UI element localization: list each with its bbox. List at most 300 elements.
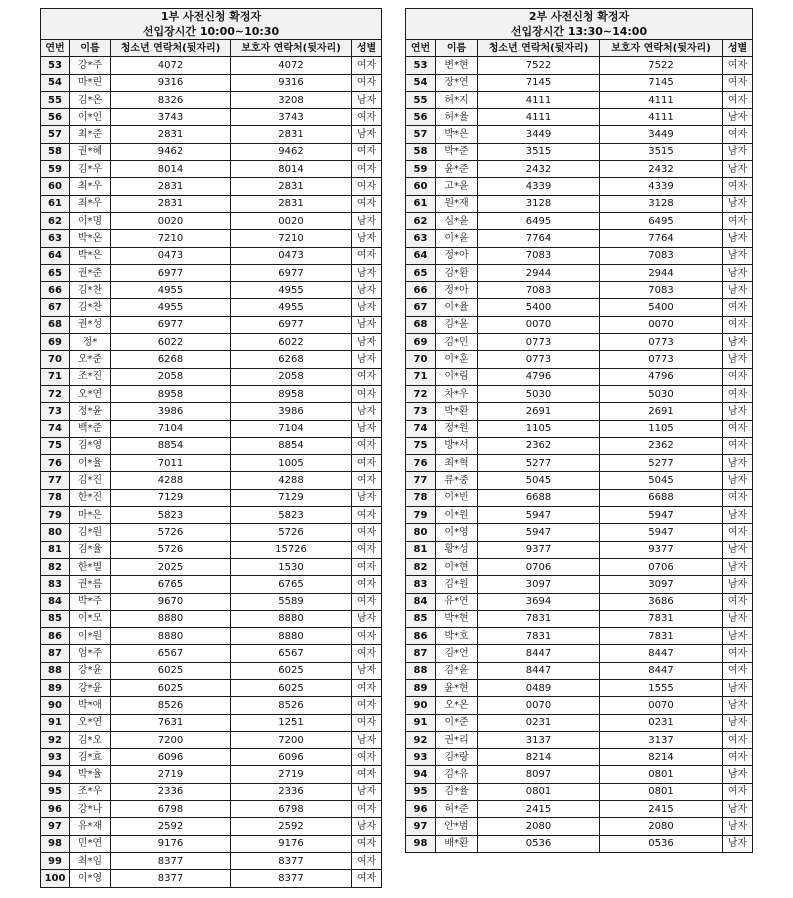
- cell-name: 유*재: [70, 818, 111, 835]
- cell-youth-contact: 6977: [111, 316, 231, 333]
- cell-youth-contact: 7764: [478, 230, 600, 247]
- cell-gender: 남자: [723, 403, 753, 420]
- header-number: 연번: [41, 40, 70, 57]
- cell-gender: 여자: [352, 178, 382, 195]
- cell-youth-contact: 6977: [111, 264, 231, 281]
- cell-gender: 여자: [352, 766, 382, 783]
- cell-guardian-contact: 2336: [231, 783, 352, 800]
- cell-gender: 남자: [723, 766, 753, 783]
- table-row: [41, 541, 382, 558]
- cell-youth-contact: 0020: [111, 212, 231, 229]
- cell-name: 안*범: [436, 818, 478, 835]
- table-row: [406, 230, 753, 247]
- cell-number: 75: [41, 437, 70, 454]
- cell-gender: 여자: [723, 74, 753, 91]
- cell-guardian-contact: 6765: [231, 576, 352, 593]
- cell-number: 89: [41, 679, 70, 696]
- cell-number: 69: [406, 334, 436, 351]
- cell-youth-contact: 7145: [478, 74, 600, 91]
- cell-youth-contact: 2691: [478, 403, 600, 420]
- cell-youth-contact: 9670: [111, 593, 231, 610]
- cell-guardian-contact: 1530: [231, 558, 352, 575]
- table-row: [406, 628, 753, 645]
- cell-guardian-contact: 3128: [600, 195, 723, 212]
- cell-gender: 여자: [352, 714, 382, 731]
- cell-youth-contact: 7522: [478, 57, 600, 74]
- cell-gender: 여자: [352, 645, 382, 662]
- header-gender: 성별: [723, 40, 753, 57]
- cell-name: 박*율: [70, 766, 111, 783]
- table-row: [41, 178, 382, 195]
- cell-youth-contact: 9316: [111, 74, 231, 91]
- cell-guardian-contact: 8526: [231, 697, 352, 714]
- cell-number: 64: [406, 247, 436, 264]
- cell-guardian-contact: 6798: [231, 801, 352, 818]
- cell-gender: 남자: [352, 264, 382, 281]
- cell-name: 김*온: [70, 91, 111, 108]
- cell-guardian-contact: 6977: [231, 316, 352, 333]
- cell-number: 84: [406, 593, 436, 610]
- table-row: [406, 783, 753, 800]
- cell-gender: 여자: [723, 212, 753, 229]
- header-guardian-contact: 보호자 연락처(뒷자리): [231, 40, 352, 57]
- table-row: [41, 109, 382, 126]
- cell-youth-contact: 7831: [478, 610, 600, 627]
- cell-number: 85: [41, 610, 70, 627]
- cell-number: 95: [41, 783, 70, 800]
- cell-youth-contact: 8447: [478, 662, 600, 679]
- cell-guardian-contact: 7104: [231, 420, 352, 437]
- cell-guardian-contact: 4288: [231, 472, 352, 489]
- cell-number: 89: [406, 679, 436, 696]
- cell-guardian-contact: 2944: [600, 264, 723, 281]
- cell-youth-contact: 8014: [111, 161, 231, 178]
- cell-guardian-contact: 6688: [600, 489, 723, 506]
- cell-gender: 여자: [352, 109, 382, 126]
- cell-youth-contact: 0801: [478, 783, 600, 800]
- table-row: [41, 714, 382, 731]
- cell-gender: 여자: [723, 749, 753, 766]
- cell-name: 박*은: [70, 247, 111, 264]
- table-row: [406, 351, 753, 368]
- cell-number: 83: [41, 576, 70, 593]
- cell-gender: 여자: [723, 524, 753, 541]
- table-row: [41, 818, 382, 835]
- table-row: [406, 385, 753, 402]
- cell-gender: 여자: [352, 143, 382, 160]
- cell-number: 97: [41, 818, 70, 835]
- table-row: [406, 507, 753, 524]
- cell-gender: 남자: [723, 576, 753, 593]
- table-row: [41, 126, 382, 143]
- cell-number: 96: [406, 801, 436, 818]
- cell-gender: 여자: [352, 57, 382, 74]
- table-row: [41, 576, 382, 593]
- cell-youth-contact: 6567: [111, 645, 231, 662]
- table-row: [41, 282, 382, 299]
- cell-gender: 여자: [352, 593, 382, 610]
- cell-gender: 남자: [723, 714, 753, 731]
- cell-gender: 남자: [352, 783, 382, 800]
- cell-gender: 여자: [723, 178, 753, 195]
- cell-number: 67: [406, 299, 436, 316]
- cell-name: 오*연: [70, 385, 111, 402]
- cell-name: 김*언: [436, 645, 478, 662]
- cell-gender: 여자: [723, 731, 753, 748]
- cell-number: 99: [41, 852, 70, 869]
- cell-guardian-contact: 7522: [600, 57, 723, 74]
- cell-number: 84: [41, 593, 70, 610]
- cell-number: 54: [406, 74, 436, 91]
- cell-gender: 남자: [723, 697, 753, 714]
- cell-youth-contact: 2415: [478, 801, 600, 818]
- table-row: [406, 57, 753, 74]
- cell-gender: 남자: [723, 455, 753, 472]
- cell-number: 79: [406, 507, 436, 524]
- cell-name: 조*우: [70, 783, 111, 800]
- cell-gender: 남자: [352, 662, 382, 679]
- cell-gender: 남자: [352, 334, 382, 351]
- cell-guardian-contact: 0020: [231, 212, 352, 229]
- cell-youth-contact: 3097: [478, 576, 600, 593]
- cell-number: 71: [41, 368, 70, 385]
- table-row: [41, 507, 382, 524]
- cell-guardian-contact: 3986: [231, 403, 352, 420]
- cell-youth-contact: 3743: [111, 109, 231, 126]
- table-row: [41, 316, 382, 333]
- table-row: [406, 178, 753, 195]
- cell-guardian-contact: 7145: [600, 74, 723, 91]
- cell-name: 권*혜: [70, 143, 111, 160]
- cell-youth-contact: 6096: [111, 749, 231, 766]
- cell-name: 원*재: [436, 195, 478, 212]
- cell-youth-contact: 4796: [478, 368, 600, 385]
- entry-time: 선입장시간 10:00~10:30: [142, 25, 280, 38]
- cell-guardian-contact: 7200: [231, 731, 352, 748]
- cell-youth-contact: 6798: [111, 801, 231, 818]
- table-row: [41, 368, 382, 385]
- cell-gender: 남자: [723, 143, 753, 160]
- cell-number: 55: [41, 91, 70, 108]
- table-row: [406, 212, 753, 229]
- cell-guardian-contact: 8880: [231, 628, 352, 645]
- table-row: [41, 749, 382, 766]
- cell-guardian-contact: 6977: [231, 264, 352, 281]
- cell-name: 김*율: [70, 541, 111, 558]
- cell-name: 이*영: [436, 524, 478, 541]
- cell-guardian-contact: 8014: [231, 161, 352, 178]
- cell-number: 68: [406, 316, 436, 333]
- cell-guardian-contact: 2719: [231, 766, 352, 783]
- cell-number: 78: [406, 489, 436, 506]
- table-row: [406, 818, 753, 835]
- table-row: [406, 195, 753, 212]
- cell-guardian-contact: 0070: [600, 697, 723, 714]
- session-title: 1부 사전신청 확정자: [160, 10, 262, 23]
- cell-gender: 여자: [723, 783, 753, 800]
- cell-guardian-contact: 2691: [600, 403, 723, 420]
- table-row: [41, 472, 382, 489]
- table-row: [406, 109, 753, 126]
- cell-gender: 남자: [352, 91, 382, 108]
- cell-number: 79: [41, 507, 70, 524]
- cell-youth-contact: 4288: [111, 472, 231, 489]
- table-row: [41, 403, 382, 420]
- cell-name: 윤*현: [436, 679, 478, 696]
- cell-name: 이*훈: [436, 351, 478, 368]
- cell-youth-contact: 7831: [478, 628, 600, 645]
- cell-number: 82: [406, 558, 436, 575]
- table-row: [406, 801, 753, 818]
- cell-youth-contact: 6025: [111, 662, 231, 679]
- cell-youth-contact: 3449: [478, 126, 600, 143]
- table-row: [41, 334, 382, 351]
- cell-guardian-contact: 8880: [231, 610, 352, 627]
- table-row: [41, 593, 382, 610]
- cell-guardian-contact: 0070: [600, 316, 723, 333]
- header-youth-contact: 청소년 연락처(뒷자리): [111, 40, 231, 57]
- cell-name: 황*성: [436, 541, 478, 558]
- cell-name: 김*윤: [436, 316, 478, 333]
- cell-guardian-contact: 4955: [231, 282, 352, 299]
- cell-youth-contact: 5726: [111, 524, 231, 541]
- cell-youth-contact: 5400: [478, 299, 600, 316]
- cell-name: 허*지: [436, 91, 478, 108]
- table-row: [406, 437, 753, 454]
- cell-number: 83: [406, 576, 436, 593]
- table-row: [41, 645, 382, 662]
- cell-youth-contact: 8447: [478, 645, 600, 662]
- cell-number: 92: [41, 731, 70, 748]
- cell-name: 강*윤: [70, 662, 111, 679]
- cell-number: 82: [41, 558, 70, 575]
- cell-gender: 여자: [352, 835, 382, 852]
- cell-number: 80: [41, 524, 70, 541]
- cell-number: 90: [41, 697, 70, 714]
- cell-name: 김*윤: [436, 662, 478, 679]
- table-row: [41, 247, 382, 264]
- cell-youth-contact: 2944: [478, 264, 600, 281]
- cell-guardian-contact: 4955: [231, 299, 352, 316]
- cell-youth-contact: 0773: [478, 351, 600, 368]
- cell-gender: 여자: [723, 437, 753, 454]
- cell-guardian-contact: 9316: [231, 74, 352, 91]
- table-row: [406, 524, 753, 541]
- cell-youth-contact: 6495: [478, 212, 600, 229]
- cell-name: 권*성: [70, 316, 111, 333]
- table-row: [41, 212, 382, 229]
- cell-gender: 남자: [352, 351, 382, 368]
- session2-table: [405, 8, 753, 853]
- cell-gender: 여자: [723, 645, 753, 662]
- cell-name: 이*영: [70, 870, 111, 887]
- table-row: [406, 472, 753, 489]
- header-number: 연번: [406, 40, 436, 57]
- table-row: [406, 489, 753, 506]
- column-headers: [406, 40, 753, 57]
- table-title: [41, 9, 382, 40]
- cell-number: 75: [406, 437, 436, 454]
- cell-youth-contact: 7083: [478, 247, 600, 264]
- cell-guardian-contact: 6567: [231, 645, 352, 662]
- session-title: 2부 사전신청 확정자: [528, 10, 630, 23]
- table-row: [41, 299, 382, 316]
- cell-youth-contact: 2719: [111, 766, 231, 783]
- cell-youth-contact: 9176: [111, 835, 231, 852]
- cell-youth-contact: 7129: [111, 489, 231, 506]
- cell-number: 62: [41, 212, 70, 229]
- cell-name: 최*우: [70, 195, 111, 212]
- cell-number: 80: [406, 524, 436, 541]
- cell-number: 95: [406, 783, 436, 800]
- cell-number: 86: [41, 628, 70, 645]
- cell-name: 방*서: [436, 437, 478, 454]
- table-row: [406, 766, 753, 783]
- table-row: [41, 801, 382, 818]
- table-row: [406, 541, 753, 558]
- cell-name: 조*진: [70, 368, 111, 385]
- cell-guardian-contact: 5823: [231, 507, 352, 524]
- cell-guardian-contact: 1105: [600, 420, 723, 437]
- cell-youth-contact: 0489: [478, 679, 600, 696]
- cell-youth-contact: 2025: [111, 558, 231, 575]
- cell-guardian-contact: 15726: [231, 541, 352, 558]
- cell-gender: 여자: [352, 697, 382, 714]
- cell-guardian-contact: 6268: [231, 351, 352, 368]
- cell-youth-contact: 0070: [478, 316, 600, 333]
- cell-guardian-contact: 4111: [600, 109, 723, 126]
- cell-gender: 여자: [352, 801, 382, 818]
- cell-name: 권*름: [70, 576, 111, 593]
- cell-gender: 여자: [723, 593, 753, 610]
- cell-youth-contact: 0231: [478, 714, 600, 731]
- table-row: [41, 143, 382, 160]
- cell-name: 허*율: [436, 109, 478, 126]
- cell-youth-contact: 8326: [111, 91, 231, 108]
- table-row: [41, 679, 382, 696]
- cell-guardian-contact: 5030: [600, 385, 723, 402]
- cell-youth-contact: 1105: [478, 420, 600, 437]
- cell-gender: 여자: [723, 368, 753, 385]
- cell-gender: 남자: [723, 628, 753, 645]
- cell-guardian-contact: 6022: [231, 334, 352, 351]
- cell-number: 53: [406, 57, 436, 74]
- cell-gender: 여자: [352, 385, 382, 402]
- cell-gender: 여자: [352, 472, 382, 489]
- cell-guardian-contact: 0231: [600, 714, 723, 731]
- cell-guardian-contact: 9377: [600, 541, 723, 558]
- cell-youth-contact: 6688: [478, 489, 600, 506]
- cell-number: 63: [41, 230, 70, 247]
- cell-number: 63: [406, 230, 436, 247]
- cell-name: 오*준: [70, 351, 111, 368]
- table-row: [406, 697, 753, 714]
- cell-guardian-contact: 2432: [600, 161, 723, 178]
- cell-youth-contact: 5947: [478, 507, 600, 524]
- cell-name: 이*율: [70, 455, 111, 472]
- cell-guardian-contact: 3686: [600, 593, 723, 610]
- cell-name: 이*준: [436, 714, 478, 731]
- cell-gender: 남자: [723, 247, 753, 264]
- cell-name: 장*연: [436, 74, 478, 91]
- table-row: [406, 299, 753, 316]
- cell-name: 윤*준: [436, 161, 478, 178]
- cell-guardian-contact: 0773: [600, 351, 723, 368]
- cell-guardian-contact: 4072: [231, 57, 352, 74]
- cell-guardian-contact: 8447: [600, 662, 723, 679]
- cell-guardian-contact: 2362: [600, 437, 723, 454]
- cell-youth-contact: 2058: [111, 368, 231, 385]
- cell-number: 81: [41, 541, 70, 558]
- table-row: [406, 316, 753, 333]
- cell-youth-contact: 4111: [478, 91, 600, 108]
- cell-number: 74: [406, 420, 436, 437]
- cell-youth-contact: 3137: [478, 731, 600, 748]
- cell-number: 68: [41, 316, 70, 333]
- cell-guardian-contact: 5947: [600, 524, 723, 541]
- cell-name: 박*호: [436, 628, 478, 645]
- cell-name: 박*애: [70, 697, 111, 714]
- cell-number: 91: [406, 714, 436, 731]
- table-row: [406, 334, 753, 351]
- cell-youth-contact: 4072: [111, 57, 231, 74]
- cell-name: 박*은: [436, 126, 478, 143]
- cell-gender: 남자: [723, 558, 753, 575]
- cell-guardian-contact: 2080: [600, 818, 723, 835]
- cell-gender: 남자: [723, 230, 753, 247]
- cell-gender: 여자: [723, 662, 753, 679]
- column-headers: [41, 40, 382, 57]
- cell-number: 90: [406, 697, 436, 714]
- cell-number: 57: [41, 126, 70, 143]
- cell-number: 93: [41, 749, 70, 766]
- cell-gender: 여자: [352, 749, 382, 766]
- cell-number: 61: [406, 195, 436, 212]
- cell-name: 배*환: [436, 835, 478, 852]
- cell-gender: 여자: [352, 679, 382, 696]
- cell-name: 민*연: [70, 835, 111, 852]
- cell-name: 이*인: [70, 109, 111, 126]
- cell-number: 58: [41, 143, 70, 160]
- table-row: [41, 74, 382, 91]
- cell-youth-contact: 2336: [111, 783, 231, 800]
- cell-name: 이*현: [436, 558, 478, 575]
- cell-gender: 여자: [723, 316, 753, 333]
- cell-gender: 남자: [723, 541, 753, 558]
- cell-name: 백*준: [70, 420, 111, 437]
- cell-name: 김*영: [70, 437, 111, 454]
- cell-number: 73: [41, 403, 70, 420]
- table-row: [406, 662, 753, 679]
- cell-guardian-contact: 0536: [600, 835, 723, 852]
- cell-guardian-contact: 3449: [600, 126, 723, 143]
- cell-gender: 여자: [723, 299, 753, 316]
- cell-guardian-contact: 8447: [600, 645, 723, 662]
- cell-youth-contact: 0706: [478, 558, 600, 575]
- cell-number: 92: [406, 731, 436, 748]
- cell-youth-contact: 2080: [478, 818, 600, 835]
- cell-name: 정*아: [436, 247, 478, 264]
- cell-name: 이*율: [436, 299, 478, 316]
- cell-gender: 여자: [352, 870, 382, 887]
- cell-guardian-contact: 8377: [231, 852, 352, 869]
- cell-name: 김*율: [436, 783, 478, 800]
- cell-name: 김*랑: [436, 749, 478, 766]
- cell-youth-contact: 7011: [111, 455, 231, 472]
- table-row: [41, 351, 382, 368]
- cell-guardian-contact: 8214: [600, 749, 723, 766]
- cell-gender: 여자: [352, 247, 382, 264]
